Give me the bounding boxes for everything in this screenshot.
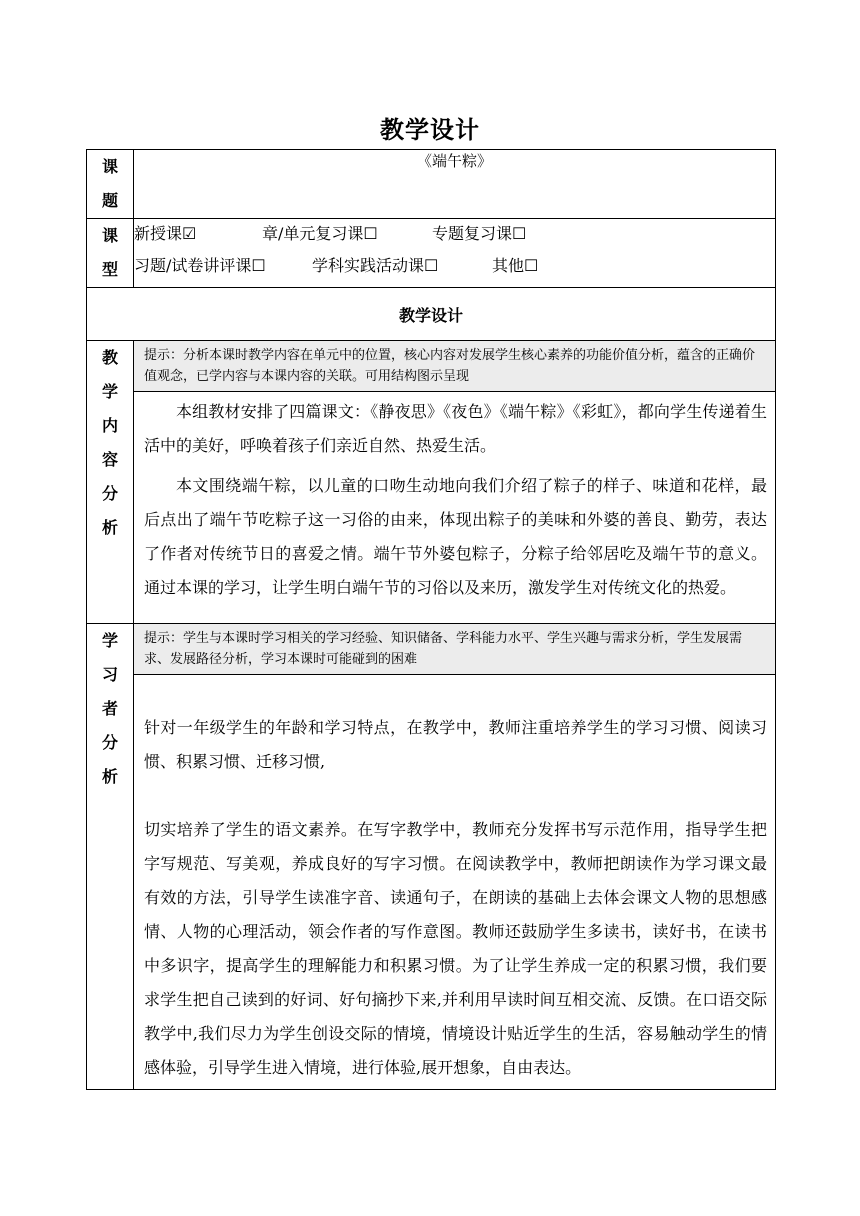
content-analysis-hint: 提示：分析本课时教学内容在单元中的位置，核心内容对发展学生核心素养的功能价值分析，蕴含的正确价值观念，已学内容与本课内容的关联。可用结构图示呈现 bbox=[134, 341, 775, 392]
topic-row bbox=[87, 150, 776, 219]
learner-analysis-paragraph-1: 针对一年级学生的年龄和学习特点，在教学中，教师注重培养学生的学习习惯、阅读习惯、积累习惯、迁移习惯, bbox=[144, 718, 767, 771]
content-analysis-paragraph-2: 本文围绕端午粽，以儿童的口吻生动地向我们介绍了粽子的样子、味道和花样，最后点出了端午节吃粽子这一习俗的由来，体现出粽子的美味和外婆的善良、勤劳，表达了作者对传统节日的喜爱之情。端午节外婆包粽子，分粽子给邻居吃及端午节的意义。通过本课的学习，让学生明白端午节的习俗以及来历，激发学生对传统文化的热爱。 bbox=[144, 476, 767, 597]
option-unit-review[interactable]: 章/单元复习课☐ bbox=[262, 224, 378, 243]
lesson-type-label: 课型 bbox=[87, 219, 134, 288]
content-analysis-row bbox=[87, 341, 776, 624]
content-analysis-paragraph-1: 本组教材安排了四篇课文：《静夜思》《夜色》《端午粽》《彩虹》，都向学生传递着生活中的美好，呼唤着孩子们亲近自然、热爱生活。 bbox=[144, 402, 767, 455]
content-analysis-label: 教学内容分析 bbox=[87, 341, 134, 624]
option-practice-activity[interactable]: 学科实践活动课☐ bbox=[312, 256, 439, 275]
learner-analysis-label: 学习者分析 bbox=[87, 624, 134, 1090]
lesson-type-options bbox=[134, 219, 776, 288]
topic-value: 《端午粽》 bbox=[134, 150, 776, 219]
learner-analysis-hint: 提示：学生与本课时学习相关的学习经验、知识储备、学科能力水平、学生兴趣与需求分析，学生发展需求、发展路径分析，学习本课时可能碰到的困难 bbox=[134, 624, 775, 675]
option-exercise-review[interactable]: 习题/试卷讲评课☐ bbox=[134, 256, 266, 275]
option-topic-review[interactable]: 专题复习课☐ bbox=[432, 224, 527, 243]
document-title: 教学设计 bbox=[380, 115, 480, 144]
learner-analysis-row bbox=[87, 624, 776, 1090]
option-new-lesson[interactable]: 新授课☑ bbox=[134, 224, 197, 243]
design-banner-row bbox=[87, 288, 776, 341]
learner-analysis-cell bbox=[134, 624, 776, 1090]
lesson-type-line-1 bbox=[134, 219, 775, 249]
content-analysis-cell bbox=[134, 341, 776, 624]
topic-label: 课题 bbox=[87, 150, 134, 219]
learner-analysis-paragraph-2: 切实培养了学生的语文素养。在写字教学中，教师充分发挥书写示范作用，指导学生把字写规范、写美观，养成良好的写字习惯。在阅读教学中，教师把朗读作为学习课文最有效的方法，引导学生读准字音、读通句子，在朗读的基础上去体会课文人物的思想感情、人物的心理活动，领会作者的写作意图。教师还鼓励学生多读书，读好书，在读书中多识字，提高学生的理解能力和积累习惯。为了让学生养成一定的积累习惯，我们要求学生把自己读到的好词、好句摘抄下来,并利用早读时间互相交流、反馈。在口语交际教学中,我们尽力为学生创设交际的情境，情境设计贴近学生的生活，容易触动学生的情感体验，引导学生进入情境，进行体验,展开想象，自由表达。 bbox=[144, 820, 767, 1077]
lesson-type-row bbox=[87, 219, 776, 288]
lesson-design-table bbox=[86, 149, 776, 1090]
option-other[interactable]: 其他☐ bbox=[492, 256, 539, 275]
lesson-type-line-2 bbox=[134, 249, 775, 283]
design-banner: 教学设计 bbox=[87, 288, 776, 341]
